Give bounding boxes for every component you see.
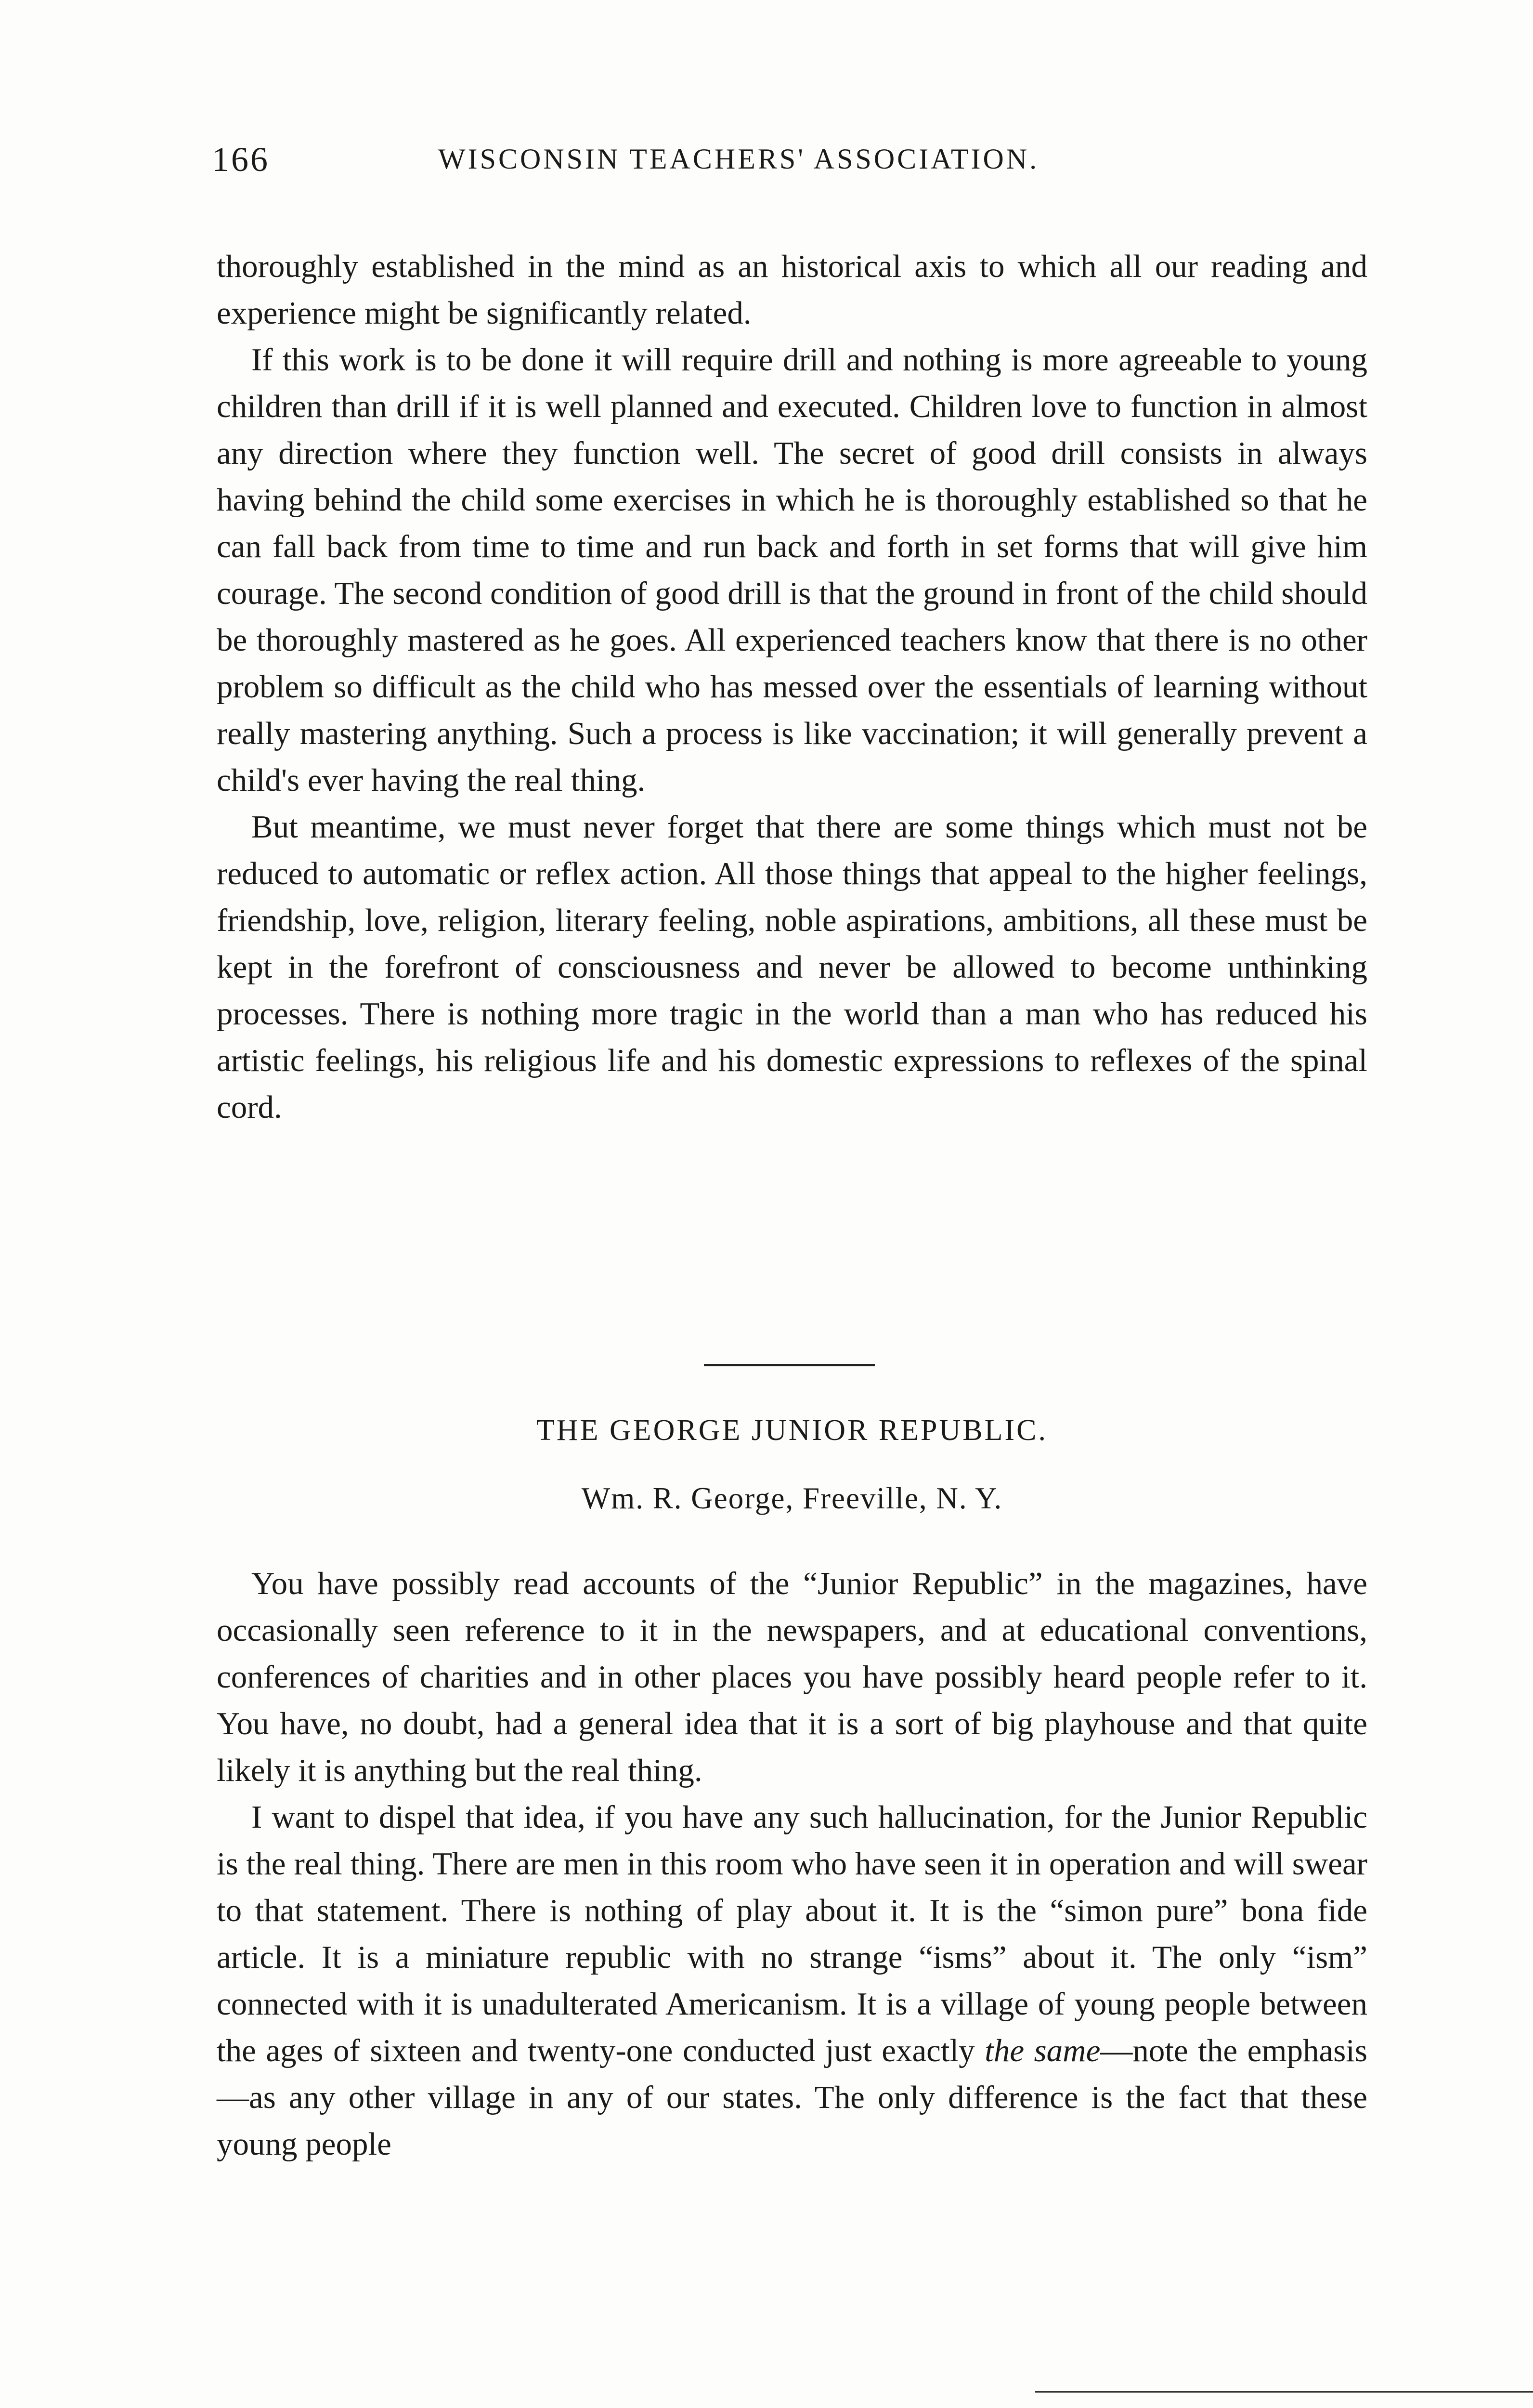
article-body xyxy=(217,1560,1367,2168)
paragraph: You have possibly read accounts of the “Junior Republic” in the magazines, have occasionally seen reference to it in the newspapers, and at educational conventions, conferences of charities and in other places you have possibly heard people refer to it. You have, no doubt, had a general idea that it is a sort of big playhouse and that quite likely it is anything but the real thing. xyxy=(217,1566,1367,1788)
page-number: 166 xyxy=(212,140,270,179)
running-head xyxy=(212,140,1377,188)
bottom-edge-rule xyxy=(1035,2391,1533,2393)
paragraph xyxy=(217,1794,1367,2168)
emphasized-text: the same xyxy=(985,2033,1101,2068)
author-byline: Wm. R. George, Freeville, N. Y. xyxy=(581,1481,1003,1515)
paragraph-text: —note the emphasis—as any other village in any of our states. The only difference is the fact that these young people xyxy=(217,2033,1367,2162)
section-title: THE GEORGE JUNIOR REPUBLIC. xyxy=(536,1414,1048,1447)
paragraph-text: I want to dispel that idea, if you have any such hallucination, for the Junior Republic is the real thing. There are men in this room who have seen it in operation and will swear to that statement. There is nothing of play about it. It is the “simon pure” bona fide article. It is a miniature republic with no strange “isms” about it. The only “ism” connected with it is unadulterated Americanism. It is a village of young people between the ages of sixteen and twenty-one conducted just exactly xyxy=(217,1799,1367,2068)
section-divider xyxy=(704,1364,875,1366)
article-continuation xyxy=(217,243,1367,1131)
running-title: WISCONSIN TEACHERS' ASSOCIATION. xyxy=(438,143,1039,175)
paragraph: If this work is to be done it will require drill and nothing is more agreeable to young children than drill if it is well planned and executed. Children love to function in almost any direction where they function well. The secret of good drill consists in always having behind the child some exercises in which he is thoroughly established so that he can fall back from time to time and run back and forth in set forms that will give him courage. The second condition of good drill is that the ground in front of the child should be thoroughly mastered as he goes. All experienced teachers know that there is no other problem so difficult as the child who has messed over the essentials of learning without really mastering anything. Such a process is like vaccination; it will generally prevent a child's ever having the real thing. xyxy=(217,342,1367,798)
paragraph: thoroughly established in the mind as an historical axis to which all our reading and experience might be significantly related. xyxy=(217,249,1367,331)
paragraph: But meantime, we must never forget that there are some things which must not be reduced to automatic or reflex action. All those things that appeal to the higher feelings, friendship, love, religion, literary feeling, noble aspirations, ambitions, all these must be kept in the forefront of consciousness and never be allowed to become unthinking processes. There is nothing more tragic in the world than a man who has reduced his artistic feelings, his religious life and his domestic expressions to reflexes of the spinal cord. xyxy=(217,809,1367,1125)
